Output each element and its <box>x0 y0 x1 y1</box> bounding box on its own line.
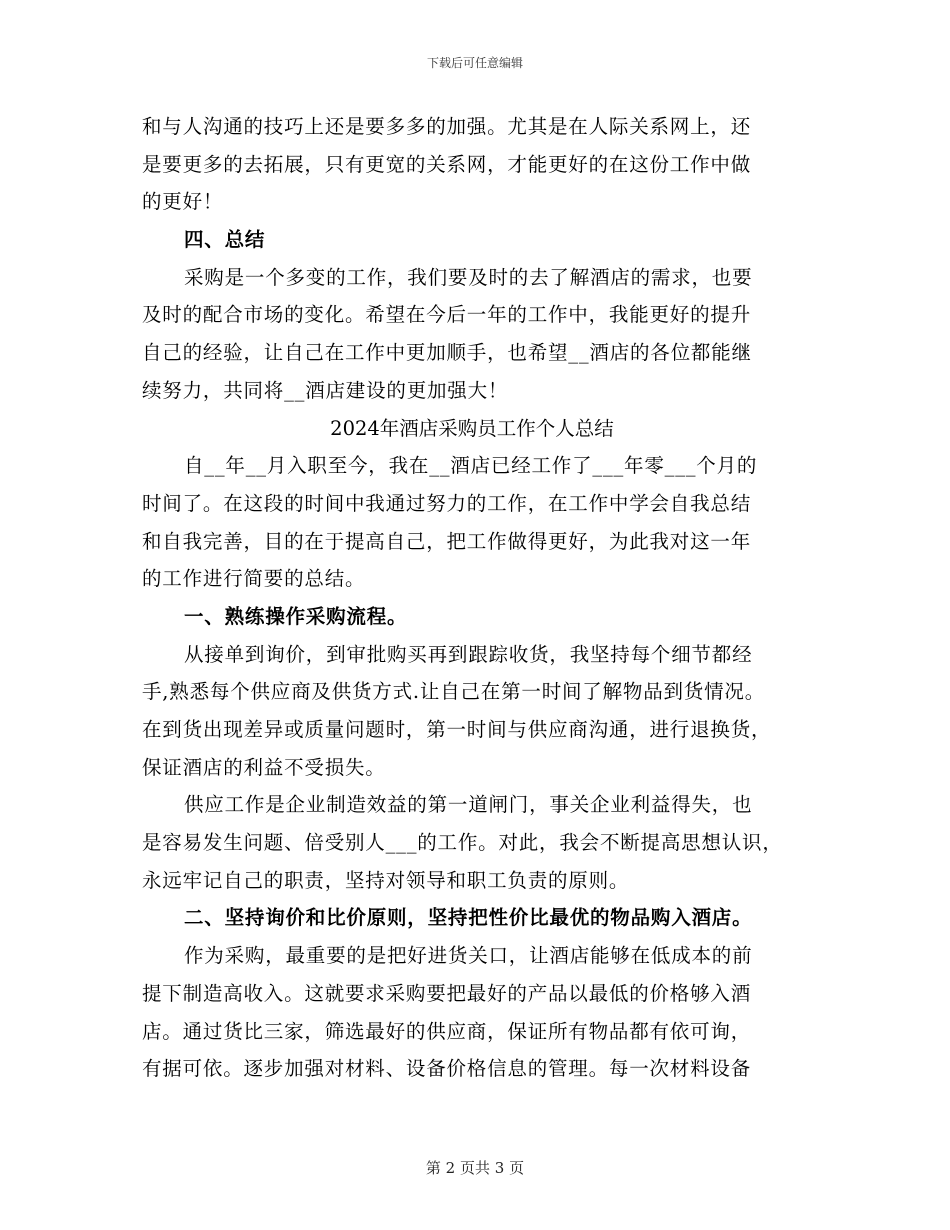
paragraph-line: 自己的经验，让自己在工作中更加顺手，也希望__酒店的各位都能继 <box>142 341 752 365</box>
paragraph-line: 及时的配合市场的变化。希望在今后一年的工作中，我能更好的提升 <box>142 303 752 327</box>
paragraph-line: 和与人沟通的技巧上还是要多多的加强。尤其是在人际关系网上，还 <box>142 115 752 138</box>
section-heading: 一、熟练操作采购流程。 <box>184 604 408 628</box>
paragraph-line: 从接单到询价，到审批购买再到跟踪收货，我坚持每个细节都经 <box>184 642 753 666</box>
paragraph-line: 的工作进行简要的总结。 <box>142 567 366 591</box>
paragraph-line: 供应工作是企业制造效益的第一道闸门，事关企业利益得失，也 <box>184 793 753 817</box>
page-footer: 第 2 页共 3 页 <box>425 1159 525 1177</box>
document-title: 2024年酒店采购员工作个人总结 <box>330 416 614 440</box>
paragraph-line: 和自我完善，目的在于提高自己，把工作做得更好，为此我对这一年 <box>142 529 752 553</box>
paragraph-line: 采购是一个多变的工作，我们要及时的去了解酒店的需求，也要 <box>184 265 753 289</box>
paragraph-line: 手,熟悉每个供应商及供货方式.让自己在第一时间了解物品到货情况。 <box>142 680 765 704</box>
paragraph-line: 是容易发生问题、倍受别人___的工作。对此，我会不断提高思想认识， <box>142 831 783 855</box>
paragraph-line: 永远牢记自己的职责，坚持对领导和职工负责的原则。 <box>142 868 630 892</box>
paragraph-line: 是要更多的去拓展，只有更宽的关系网，才能更好的在这份工作中做 <box>142 152 752 176</box>
page-header: 下载后可任意编辑 <box>426 56 523 70</box>
paragraph-line: 的更好！ <box>142 190 224 214</box>
section-heading: 二、坚持询价和比价原则，坚持把性价比最优的物品购入酒店。 <box>184 906 753 930</box>
paragraph-line: 续努力，共同将__酒店建设的更加强大！ <box>142 378 509 402</box>
document-body <box>142 108 802 1088</box>
paragraph-line: 店。通过货比三家，筛选最好的供应商，保证所有物品都有依可询， <box>142 1019 752 1043</box>
paragraph-line: 有据可依。逐步加强对材料、设备价格信息的管理。每一次材料设备 <box>142 1057 752 1081</box>
paragraph-line: 保证酒店的利益不受损失。 <box>142 755 386 779</box>
paragraph-line: 在到货出现差异或质量问题时，第一时间与供应商沟通，进行退换货， <box>142 718 772 741</box>
paragraph-line: 时间了。在这段的时间中我通过努力的工作，在工作中学会自我总结 <box>142 491 752 515</box>
paragraph-line: 作为采购，最重要的是把好进货关口，让酒店能够在低成本的前 <box>184 944 753 968</box>
paragraph-line: 自__年__月入职至今，我在__酒店已经工作了___年零___个月的 <box>184 454 758 478</box>
paragraph-line: 提下制造高收入。这就要求采购要把最好的产品以最低的价格够入酒 <box>142 981 752 1005</box>
section-heading: 四、总结 <box>184 228 266 252</box>
